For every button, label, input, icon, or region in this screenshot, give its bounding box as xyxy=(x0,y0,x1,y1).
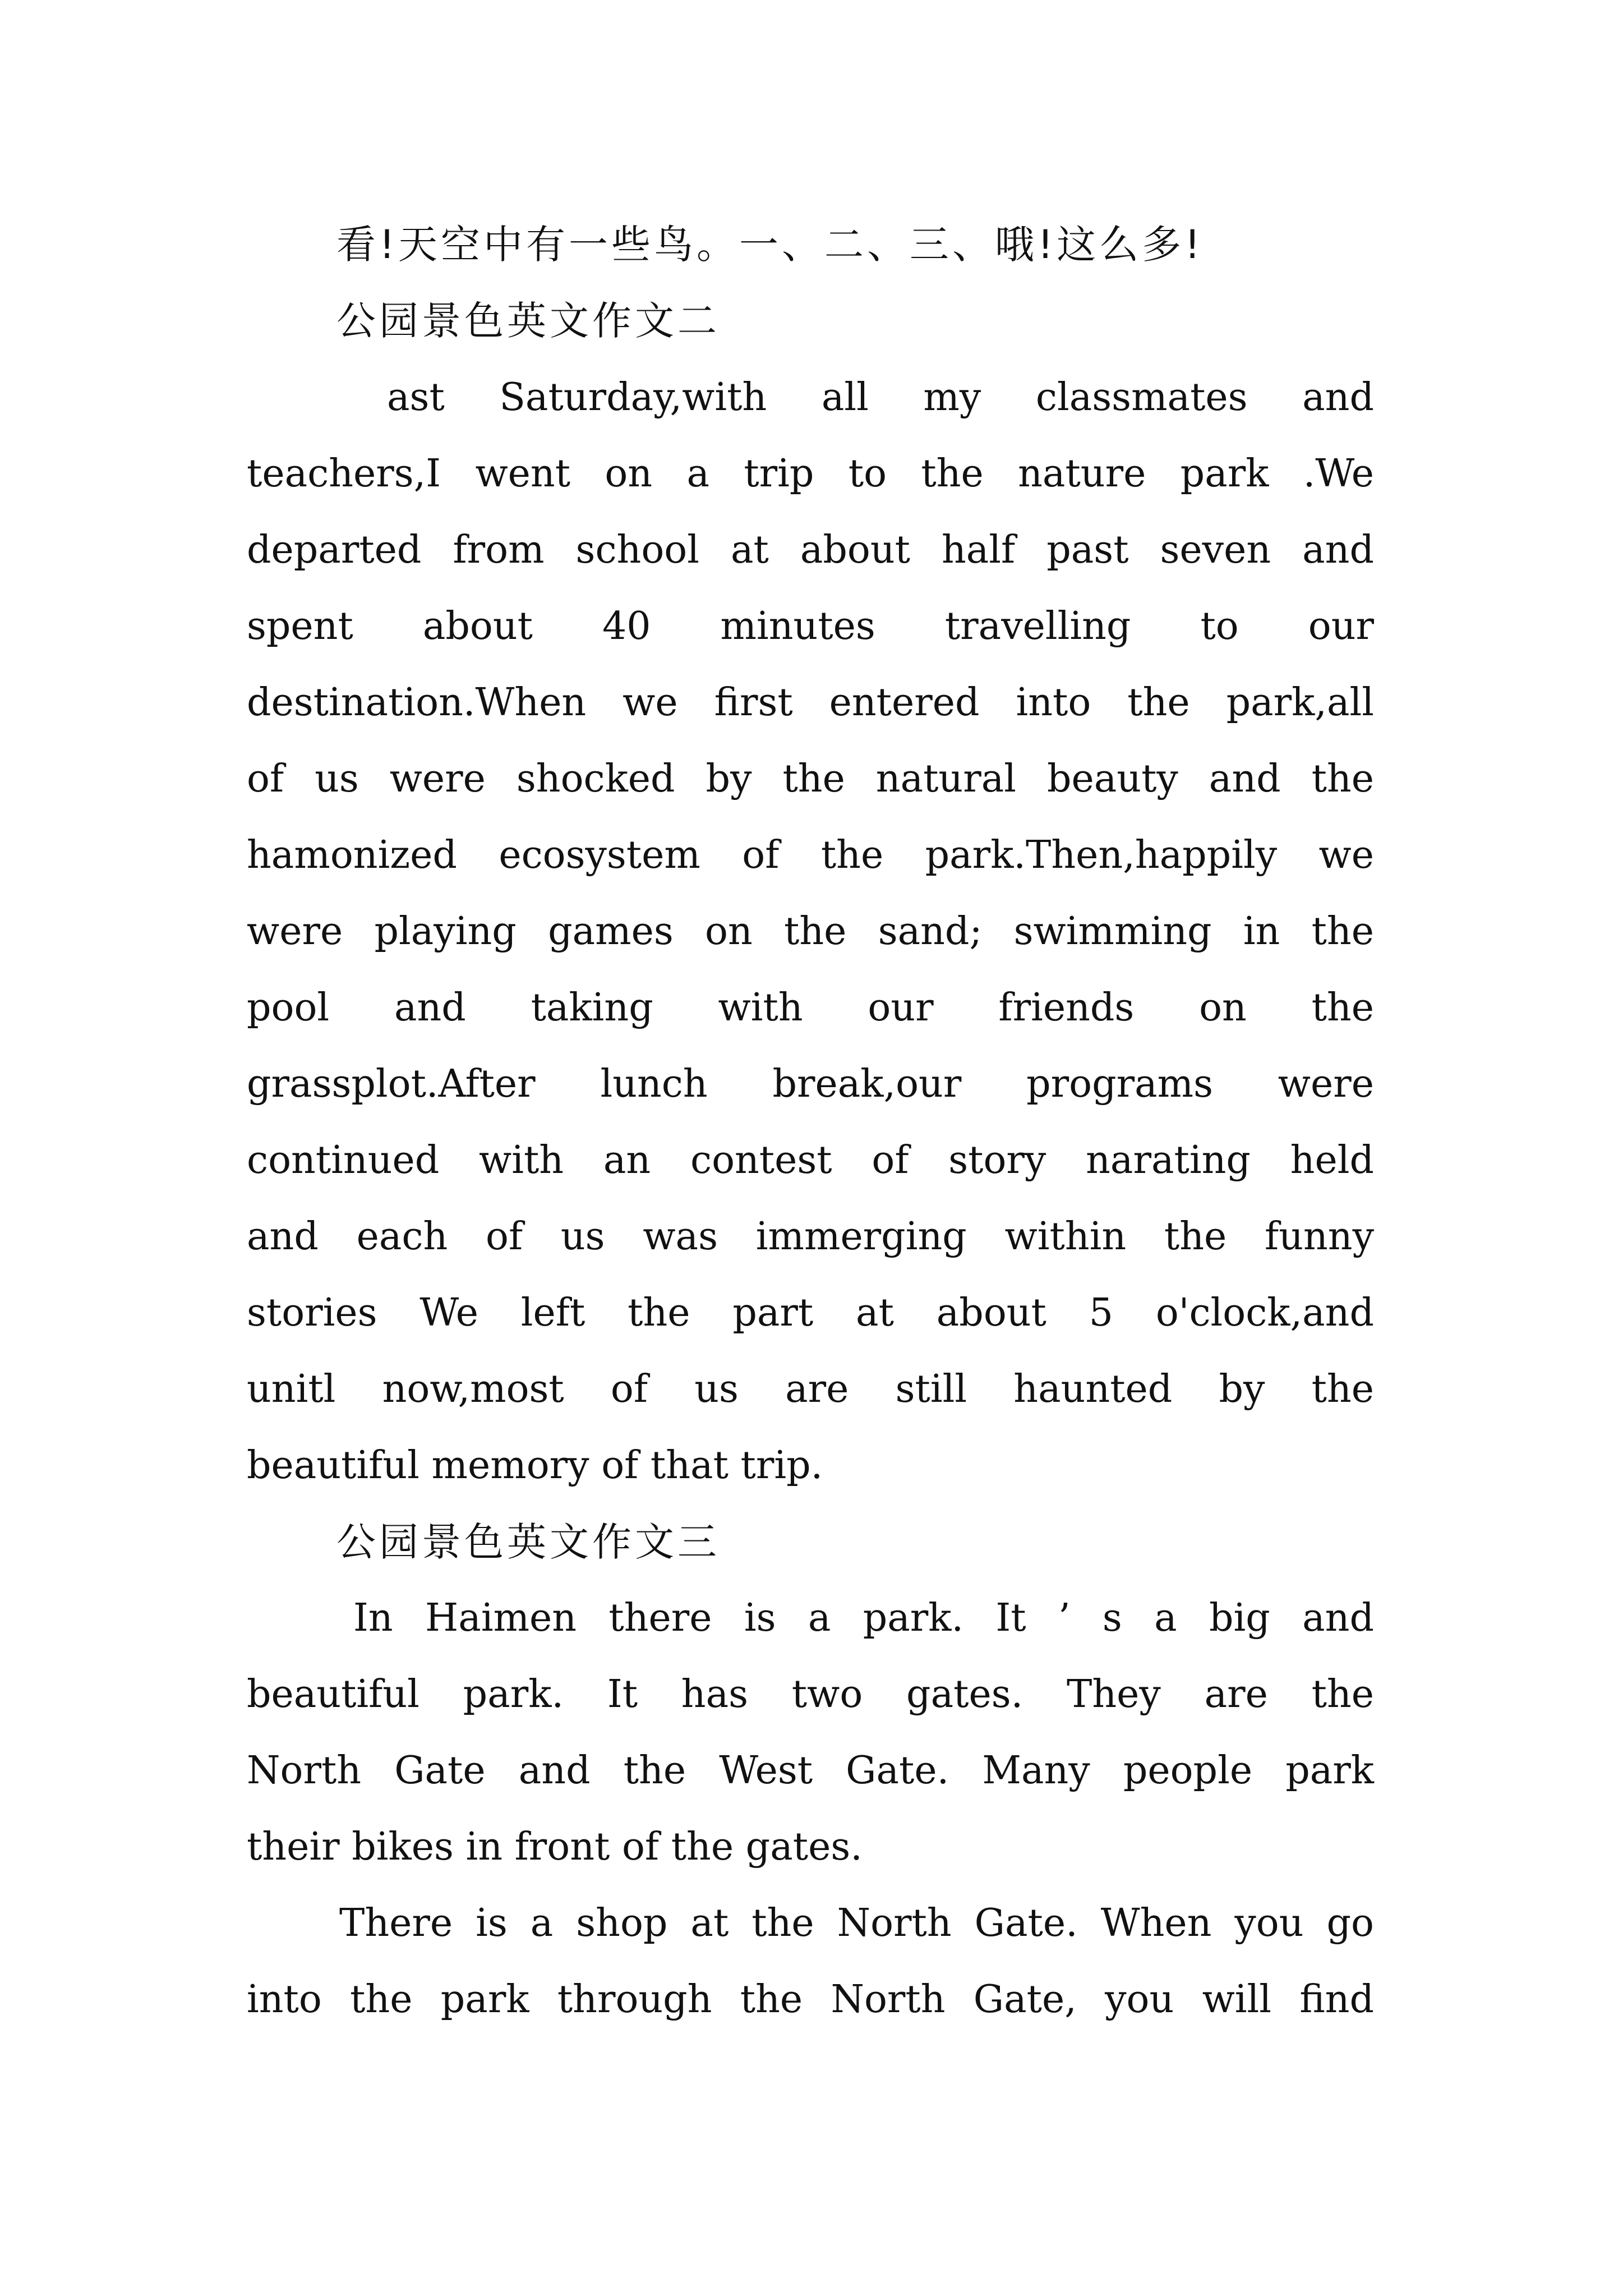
paragraph-line: continued with an contest of story narating held xyxy=(247,1138,1374,1182)
paragraph-line: were playing games on the sand; swimming in the xyxy=(247,909,1374,954)
paragraph-line: unitl now,most of us are still haunted by the xyxy=(247,1367,1374,1411)
paragraph-line: and each of us was immerging within the funny xyxy=(247,1214,1374,1259)
paragraph-line: of us were shocked by the natural beauty and the xyxy=(247,757,1374,801)
paragraph-line: In Haimen there is a park. It ’ s a big and xyxy=(353,1596,1374,1640)
paragraph-line-chinese: 看!天空中有一些鸟。一、二、三、哦!这么多! xyxy=(336,222,1204,268)
paragraph-line: hamonized ecosystem of the park.Then,happily we xyxy=(247,833,1374,877)
paragraph-line: spent about 40 minutes travelling to our xyxy=(247,604,1374,648)
paragraph-line: North Gate and the West Gate. Many people park xyxy=(247,1749,1374,1793)
paragraph-line: ast Saturday,with all my classmates and xyxy=(387,375,1374,420)
paragraph-line: beautiful park. It has two gates. They are the xyxy=(247,1672,1374,1717)
paragraph-line: into the park through the North Gate, you will find xyxy=(247,1977,1374,2022)
paragraph-line: departed from school at about half past seven and xyxy=(247,528,1374,572)
paragraph-line: pool and taking with our friends on the xyxy=(247,986,1374,1030)
paragraph-line: grassplot.After lunch break,our programs were xyxy=(247,1062,1374,1106)
paragraph-line: stories We left the part at about 5 o'clock,and xyxy=(247,1291,1374,1335)
paragraph-line: destination.When we first entered into the park,all xyxy=(247,680,1374,725)
paragraph-line: teachers,I went on a trip to the nature park .We xyxy=(247,452,1374,496)
paragraph-line-last: their bikes in front of the gates. xyxy=(247,1825,863,1869)
paragraph-line-last: beautiful memory of that trip. xyxy=(247,1443,823,1488)
paragraph-line: There is a shop at the North Gate. When you go xyxy=(339,1901,1374,1945)
section-heading-3: 公园景色英文作文三 xyxy=(336,1519,720,1565)
section-heading-2: 公园景色英文作文二 xyxy=(336,298,720,344)
